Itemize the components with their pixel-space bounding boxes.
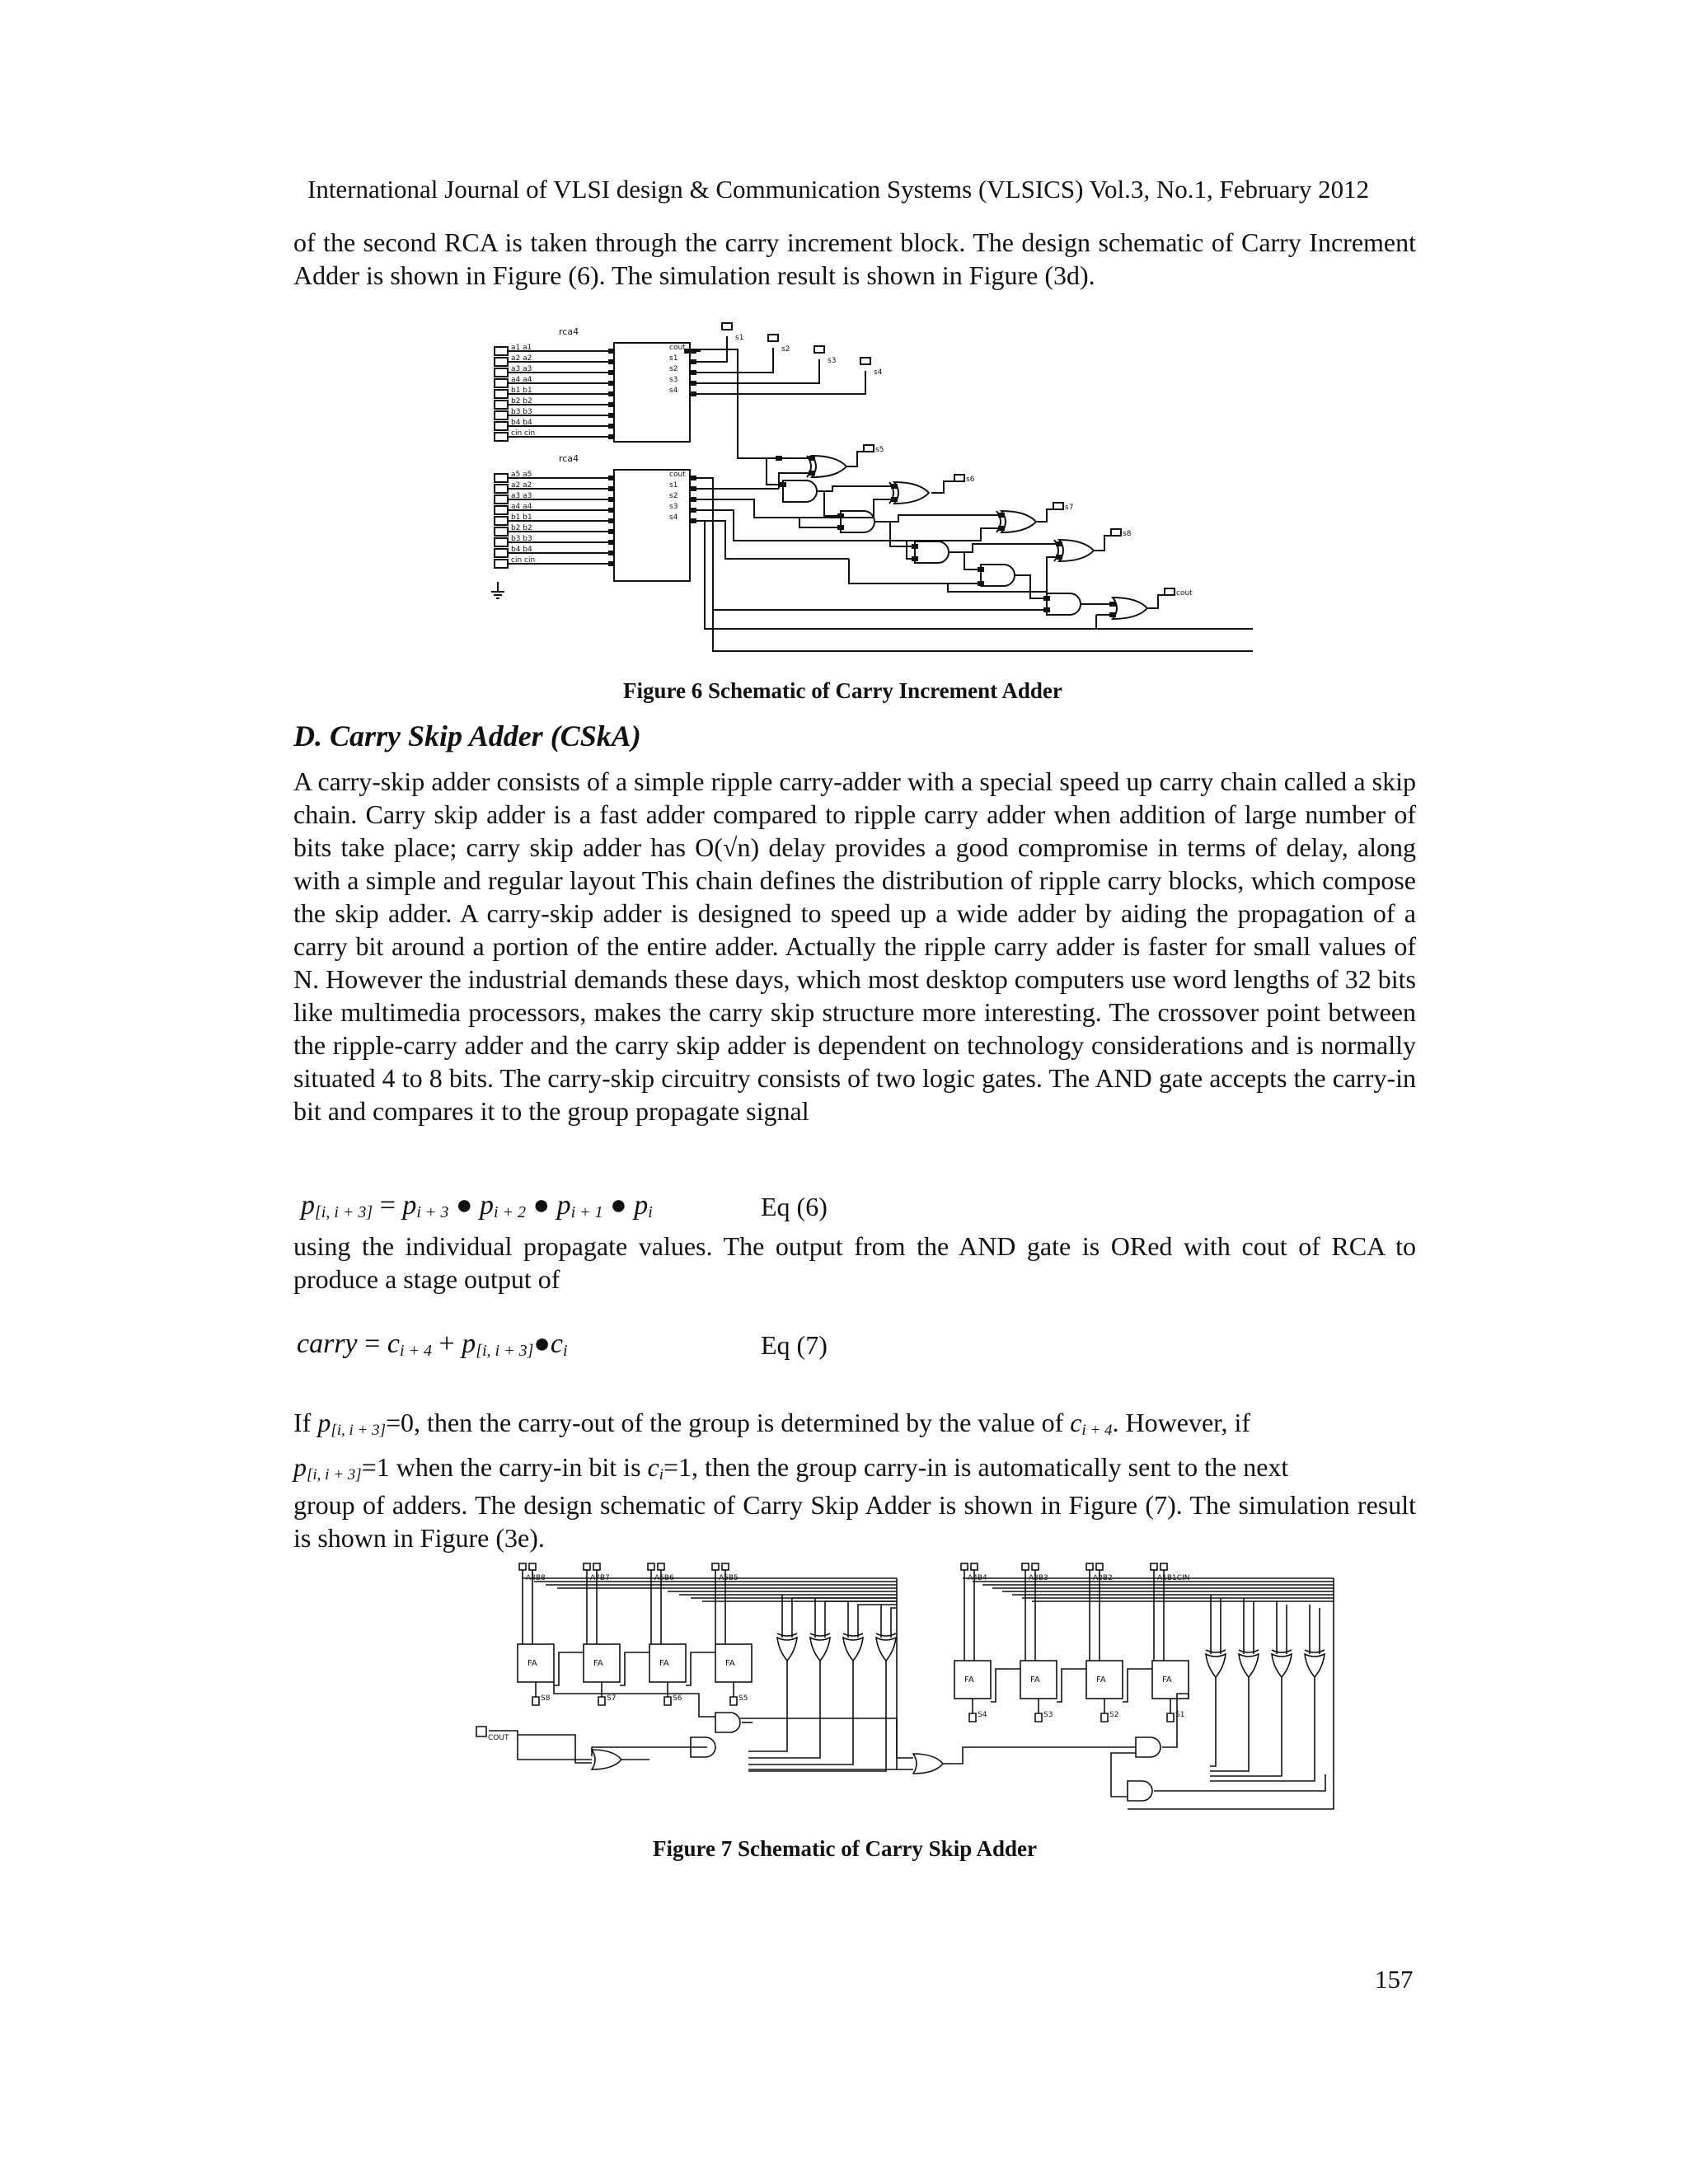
sum-probe-label: S1 [1175, 1711, 1185, 1719]
pin [891, 497, 898, 502]
input-port [495, 549, 508, 557]
input-port [495, 517, 508, 525]
wire [748, 1661, 853, 1765]
pin [1056, 555, 1062, 560]
probe-icon [768, 335, 778, 341]
and-gate-skip1 [715, 1713, 740, 1732]
pin [809, 456, 815, 461]
probe-label: s1 [735, 334, 744, 342]
pin [690, 508, 696, 513]
after-eq6-paragraph: using the individual propagate values. The output from the AND gate is ORed with cout of RCA to produce a stage output of [293, 1231, 1416, 1294]
output-label: s1 [669, 481, 678, 490]
figure6-caption: Figure 6 Schematic of Carry Increment Adder [623, 678, 1062, 703]
carry-chain-wire [696, 349, 779, 458]
input-label: a4 a4 [511, 503, 532, 511]
xor-gate-group2 [1305, 1654, 1325, 1677]
figure7-caption: Figure 7 Schematic of Carry Skip Adder [653, 1836, 1037, 1861]
wire [817, 486, 894, 491]
wire [620, 1652, 649, 1685]
input-label: b2 b2 [511, 524, 532, 532]
input-label: a2 a2 [511, 354, 532, 363]
wire [1210, 1677, 1282, 1776]
pin [608, 476, 615, 480]
page-number: 157 [1375, 1965, 1414, 1994]
pin [690, 497, 696, 502]
wire [1148, 595, 1166, 608]
wire [943, 1747, 1136, 1764]
pin [1109, 602, 1116, 607]
pin [978, 567, 984, 572]
pin [690, 486, 696, 491]
equation-7: carry = ci + 4 + p[i, i + 3]●ci [297, 1329, 568, 1360]
wire [832, 541, 915, 559]
xor-gate-1 [812, 456, 846, 477]
sum-wire [696, 348, 773, 373]
input-port [495, 347, 508, 355]
probe-cout: cout [1176, 589, 1193, 598]
wire [949, 544, 1059, 552]
input-group-label: A8B8 [526, 1574, 546, 1582]
pin [608, 381, 615, 386]
probe-icon [730, 1697, 737, 1705]
wire [1015, 575, 1047, 598]
probe-icon [954, 475, 964, 481]
input-label: a4 a4 [511, 376, 532, 384]
wire [874, 515, 1001, 522]
cout-label: COUT [488, 1734, 509, 1742]
input-group-label: A7B7 [590, 1574, 610, 1582]
xor-gate-group1 [810, 1638, 830, 1661]
sum-probe-label: S6 [673, 1694, 682, 1703]
xor-gate-group1 [876, 1638, 896, 1661]
pin [608, 508, 615, 513]
sum-wire [696, 359, 819, 383]
probe-icon [969, 1713, 976, 1722]
wire [787, 518, 841, 527]
xor-gate-group1 [843, 1638, 863, 1661]
input-port [1086, 1563, 1093, 1570]
and-gate-2 [841, 511, 874, 532]
probe-icon [722, 323, 732, 330]
probe-icon [598, 1697, 605, 1705]
input-port [495, 401, 508, 409]
wire [890, 522, 915, 546]
pin [998, 513, 1005, 518]
sum-probe-label: S3 [1043, 1711, 1053, 1719]
and-gate-skip2 [1136, 1737, 1160, 1757]
input-port [495, 506, 508, 514]
pin [608, 561, 615, 566]
output-label: s2 [669, 492, 678, 500]
pin [1056, 541, 1062, 546]
sum-probe-label: S2 [1109, 1711, 1119, 1719]
and-gate-4 [981, 565, 1015, 586]
xor-curve [843, 1633, 863, 1636]
wire [1154, 1774, 1325, 1791]
input-port [495, 422, 508, 430]
input-port [495, 495, 508, 504]
probe-s8: s8 [1123, 530, 1132, 538]
pin [608, 540, 615, 545]
input-label: cin cin [511, 556, 536, 565]
and-gate-3 [915, 541, 949, 563]
rca1-label: rca4 [559, 326, 579, 337]
or-gate-skip1 [592, 1750, 621, 1769]
input-port [495, 358, 508, 366]
pin [608, 434, 615, 439]
pin [1043, 596, 1050, 601]
input-port [1032, 1563, 1039, 1570]
probe-s6: s6 [966, 476, 975, 484]
fa-label: FA [964, 1675, 974, 1685]
pin [608, 497, 615, 502]
probe-icon [864, 445, 874, 452]
input-port [1096, 1563, 1103, 1570]
xor-curve [1206, 1650, 1226, 1652]
pin [837, 525, 844, 530]
input-label: cin cin [511, 429, 536, 438]
xor-curve [777, 1633, 797, 1636]
wire [846, 452, 865, 466]
extra-wire [705, 521, 1253, 629]
input-label: b3 b3 [511, 408, 532, 416]
fa-label: FA [659, 1659, 669, 1668]
wire [1057, 1669, 1086, 1702]
probe-s7: s7 [1065, 504, 1074, 512]
probe-icon [1053, 503, 1063, 509]
output-label: s3 [669, 376, 678, 384]
input-port [495, 527, 508, 536]
section-paragraph: A carry-skip adder consists of a simple ripple carry-adder with a special speed up carry chain called a skip chain. Carry skip adder is a fast adder compared to ripple carry adder when addition of large number of bits take place; carry skip adder has O(√n) delay provides a good compromise in terms of delay, along with a simple and regular layout This chain defines the distribution of ripple carry blocks, which compose the skip adder. A carry-skip adder is designed to speed up a wide adder by aiding the propagation of a carry bit around a portion of the entire adder. Actually the ripple carry adder is faster for small values of N. However the industrial demands these days, which most desktop computers use word lengths of 32 bits like multimedia processors, makes the carry skip structure more interesting. The crossover point between the ripple-carry adder and the carry skip adder is dependent on technology considerations and is normally situated 4 to 8 bits. The carry-skip circuitry consists of two logic gates. The AND gate accepts the carry-in bit and compares it to the group propagate signal [293, 766, 1416, 1126]
input-port [519, 1563, 526, 1570]
pin [690, 391, 696, 396]
wire [891, 1608, 897, 1638]
pin [690, 476, 696, 480]
probe-label: s2 [781, 345, 790, 354]
wire [1210, 1677, 1315, 1781]
wire [991, 1669, 1020, 1702]
input-group-label: A3B3 [1029, 1574, 1048, 1582]
pin [780, 482, 786, 487]
wire [518, 1735, 592, 1763]
pin [608, 486, 615, 491]
and-gate-1 [783, 480, 817, 502]
sum-probe-label: S5 [738, 1694, 748, 1703]
pin [690, 518, 696, 523]
input-label: b4 b4 [511, 546, 532, 554]
input-port [495, 379, 508, 387]
fa-label: FA [528, 1659, 537, 1668]
input-port [584, 1563, 590, 1570]
xor-gate-4 [1059, 540, 1094, 561]
probe-icon [1167, 1713, 1174, 1722]
carry-increment-adder-schematic [486, 320, 1253, 674]
pin [608, 424, 615, 429]
sum-probe-label: S8 [541, 1694, 551, 1703]
input-port [658, 1563, 664, 1570]
wire [1162, 1694, 1189, 1747]
input-port [593, 1563, 600, 1570]
pin [690, 359, 696, 364]
xor-gate-2 [894, 482, 929, 504]
input-port [971, 1563, 978, 1570]
rca2-s3-wire [696, 510, 832, 541]
input-label: a3 a3 [511, 492, 532, 500]
output-label: s1 [669, 354, 678, 363]
wire [931, 481, 956, 493]
input-port [495, 411, 508, 419]
pin [608, 402, 615, 407]
wire [1095, 536, 1113, 551]
fa-label: FA [725, 1659, 735, 1668]
input-port [1160, 1563, 1167, 1570]
and-gate-skip2b [1128, 1781, 1152, 1801]
input-port [712, 1563, 719, 1570]
carry-skip-adder-schematic [468, 1562, 1343, 1817]
probe-icon [1035, 1713, 1042, 1722]
pin [1043, 607, 1050, 612]
ground-symbol [491, 582, 504, 598]
wire [686, 1652, 715, 1685]
input-port [495, 485, 508, 493]
wire [1123, 1669, 1152, 1702]
input-label: b1 b1 [511, 387, 532, 395]
pin [608, 518, 615, 523]
journal-header: International Journal of VLSI design & Communication Systems (VLSICS) Vol.3, No.1, February 2012 [307, 175, 1370, 204]
input-port [495, 390, 508, 398]
probe-icon [814, 346, 824, 353]
rca1-block [614, 343, 690, 442]
input-port [495, 538, 508, 546]
xor-curve [876, 1633, 896, 1636]
pin [891, 484, 898, 489]
pin [690, 381, 696, 386]
input-port [495, 368, 508, 377]
equation-6: p[i, i + 3] = pi + 3 ● pi + 2 ● pi + 1 ● pi [301, 1190, 653, 1221]
input-port [1022, 1563, 1029, 1570]
pin [690, 370, 696, 375]
pin [608, 370, 615, 375]
and-gate-5 [1047, 593, 1081, 615]
input-label: b4 b4 [511, 419, 532, 427]
final-paragraph: If p[i, i + 3]=0, then the carry-out of the group is determined by the value of ci + 4. However, if p[i, i + 3]=1 when the carry-in bit is ci=1, then the group carry-in is automatically sent to the next group of adders. The design schematic of Carry Skip Adder is shown in Figure (7). The simulation result is shown in Figure (3e). [293, 1408, 1416, 1553]
fa-label: FA [1096, 1675, 1106, 1685]
wire [554, 1652, 584, 1685]
pin [998, 526, 1005, 531]
xor-curve [810, 1633, 830, 1636]
pin [912, 544, 918, 549]
output-label: s4 [669, 513, 678, 522]
xor-gate-group2 [1206, 1654, 1226, 1677]
pin [608, 413, 615, 418]
probe-icon [664, 1697, 671, 1705]
wire [748, 1661, 886, 1771]
pin [1109, 612, 1116, 617]
input-group-label: A5B5 [719, 1574, 738, 1582]
probe-label: s4 [874, 368, 883, 377]
input-label: b2 b2 [511, 397, 532, 405]
input-port [722, 1563, 729, 1570]
section-title: D. Carry Skip Adder (CSkA) [293, 719, 641, 752]
wire [748, 1661, 820, 1758]
probe-icon [1101, 1713, 1108, 1722]
pin [608, 529, 615, 534]
pin [608, 349, 615, 354]
xor-curve [1272, 1650, 1292, 1652]
probe-label: s3 [828, 357, 837, 365]
probe-icon [1111, 529, 1121, 536]
output-label: s3 [669, 503, 678, 511]
pin [809, 471, 815, 476]
rca2-label: rca4 [559, 453, 579, 464]
wire [824, 491, 841, 516]
input-label: a3 a3 [511, 365, 532, 373]
pin [608, 359, 615, 364]
pin [837, 513, 844, 518]
or-gate-skip2 [913, 1754, 943, 1774]
pin [608, 551, 615, 555]
output-label: cout [669, 471, 686, 479]
input-group-label: A6B6 [654, 1574, 674, 1582]
input-label: a2 a2 [511, 481, 532, 490]
fa-label: FA [593, 1659, 603, 1668]
fa-label: FA [1162, 1675, 1172, 1685]
pin [776, 456, 782, 461]
equation-7-label: Eq (7) [761, 1330, 828, 1360]
equation-6-label: Eq (6) [761, 1192, 828, 1221]
wire [748, 1661, 787, 1751]
xor-gate-group2 [1239, 1654, 1259, 1677]
pin [978, 581, 984, 586]
input-label: b1 b1 [511, 513, 532, 522]
input-port [648, 1563, 654, 1570]
input-label: a5 a5 [511, 471, 532, 479]
input-port [529, 1563, 536, 1570]
sum-probe-label: S7 [607, 1694, 617, 1703]
input-label: b3 b3 [511, 535, 532, 543]
probe-icon [476, 1727, 486, 1736]
input-port [495, 560, 508, 568]
wire [554, 1682, 715, 1717]
input-port [1151, 1563, 1157, 1570]
probe-icon [532, 1697, 539, 1705]
fa-label: FA [1030, 1675, 1040, 1685]
xor-gate-3 [1001, 511, 1036, 532]
cout2-wire [696, 478, 1253, 651]
output-label: s2 [669, 365, 678, 373]
wire [1037, 509, 1055, 522]
xor-curve [1305, 1650, 1325, 1652]
input-group-label: A4B4 [968, 1574, 987, 1582]
wire [705, 615, 1096, 629]
xor-gate-group1 [777, 1638, 797, 1661]
probe-icon [860, 358, 870, 364]
wire [1210, 1677, 1216, 1766]
wire [767, 458, 783, 485]
input-port [495, 474, 508, 482]
input-port [495, 433, 508, 441]
sum-probe-label: S4 [978, 1711, 987, 1719]
input-port [961, 1563, 968, 1570]
wire [825, 1601, 897, 1638]
wire [740, 1718, 913, 1758]
probe-icon [1165, 588, 1175, 595]
pin [912, 556, 918, 561]
rca2-block [614, 470, 690, 581]
rca2-s2-wire [696, 499, 787, 518]
input-group-label: A2B2 [1093, 1574, 1113, 1582]
pin [608, 391, 615, 396]
wire [907, 528, 1001, 541]
intro-paragraph: of the second RCA is taken through the carry increment block. The design schematic of Carry Increment Adder is shown in Figure (6). The simulation result is shown in Figure (3d). [293, 227, 1416, 290]
wire [964, 552, 981, 569]
xor-gate-group2 [1272, 1654, 1292, 1677]
or-gate-final [1113, 598, 1147, 619]
input-label: a1 a1 [511, 344, 532, 352]
output-label: cout [669, 344, 686, 352]
input-group-label: A1B1CIN [1157, 1574, 1190, 1582]
output-label: s4 [669, 387, 678, 395]
probe-s5: s5 [875, 446, 884, 454]
xor-curve [1239, 1650, 1259, 1652]
